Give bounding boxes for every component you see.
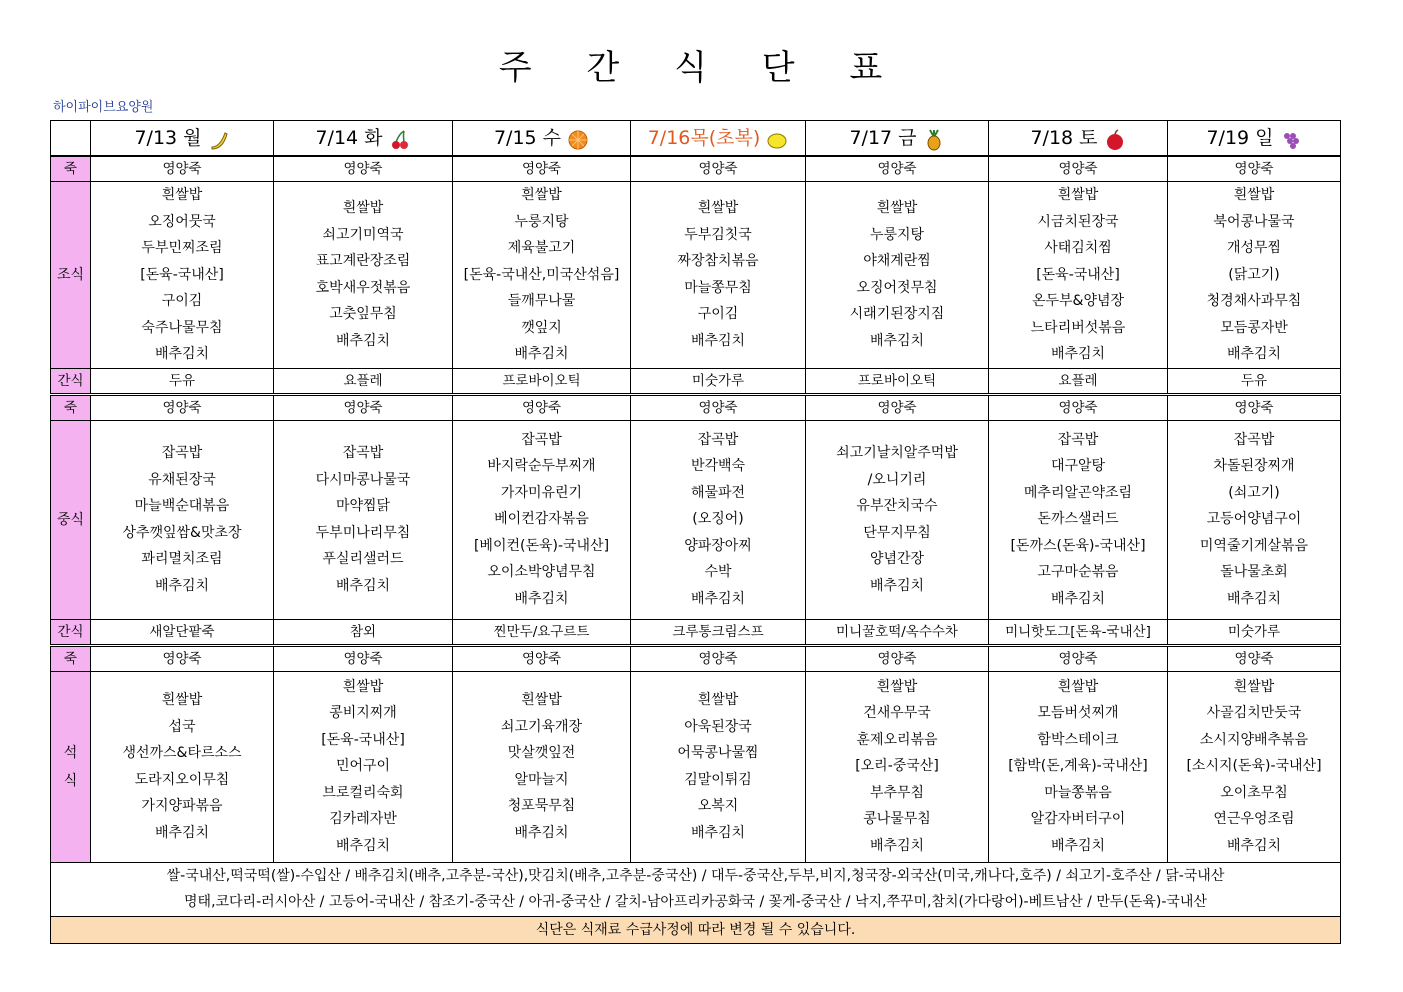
menu-item: 영양죽 bbox=[806, 645, 989, 671]
menu-item: 영양죽 bbox=[91, 645, 274, 671]
menu-item: 마약찜닭 bbox=[335, 498, 391, 514]
menu-item: 흰쌀밥 bbox=[1233, 187, 1275, 203]
menu-item: 시래기된장지짐 bbox=[849, 306, 945, 323]
day-menu-cell bbox=[989, 420, 1168, 619]
menu-item: 개성무찜 bbox=[1226, 240, 1282, 256]
menu-item: 영양죽 bbox=[989, 645, 1168, 671]
cherry-icon bbox=[389, 128, 411, 150]
menu-item: 북어콩나물국 bbox=[1213, 213, 1295, 230]
day-menu-cell bbox=[453, 182, 631, 369]
day-menu-cell bbox=[91, 182, 274, 369]
menu-item: 흰쌀밥 bbox=[876, 678, 918, 695]
menu-item: [돈육-국내산,미국산섞음] bbox=[463, 266, 620, 283]
day-menu-cell bbox=[1168, 420, 1341, 619]
menu-item: 영양죽 bbox=[631, 645, 806, 671]
meal-label-text: 조식 bbox=[56, 266, 85, 283]
menu-item: 오복지 bbox=[697, 798, 739, 814]
menu-item: 누룽지탕 bbox=[869, 226, 925, 243]
menu-item: 배추김치 bbox=[154, 577, 210, 594]
menu-item: 온두부&양념장 bbox=[1031, 293, 1125, 309]
menu-item: (쇠고기) bbox=[1228, 484, 1280, 501]
day-menu-cell bbox=[806, 182, 989, 369]
menu-item: 흰쌀밥 bbox=[161, 692, 203, 708]
menu-item: 마늘쫑볶음 bbox=[1044, 784, 1112, 801]
menu-item: 돈까스샐러드 bbox=[1037, 511, 1119, 528]
menu-item: 두부민찌조림 bbox=[141, 240, 223, 256]
day-label: 7/17 금 bbox=[849, 127, 917, 149]
day-menu-cell bbox=[631, 671, 806, 862]
day-menu-cell bbox=[274, 420, 453, 619]
menu-item: 잡곡밥 bbox=[697, 431, 739, 448]
menu-item: 누룽지탕 bbox=[514, 213, 569, 230]
menu-item: 알마늘지 bbox=[514, 771, 569, 788]
menu-item: 함박스테이크 bbox=[1037, 731, 1119, 748]
menu-item: (닭고기) bbox=[1228, 266, 1280, 283]
menu-item: 영양죽 bbox=[453, 156, 631, 182]
day-header bbox=[453, 121, 631, 157]
menu-item: 오징어젓무침 bbox=[856, 279, 938, 296]
menu-item: 숙주나물무침 bbox=[141, 319, 223, 336]
menu-item: 김말이튀김 bbox=[684, 771, 752, 788]
menu-item: 오이초무침 bbox=[1220, 784, 1288, 801]
menu-item: 배추김치 bbox=[154, 346, 210, 362]
menu-item: 반각백숙 bbox=[690, 458, 746, 475]
menu-item: 흰쌀밥 bbox=[1057, 187, 1099, 203]
menu-item: 영양죽 bbox=[631, 156, 806, 182]
menu-item: 배추김치 bbox=[1050, 346, 1106, 362]
menu-item: 단무지무침 bbox=[863, 524, 931, 541]
menu-item: 돌나물초회 bbox=[1220, 564, 1288, 581]
origin-line: 명태,코다리-러시아산 / 고등어-국내산 / 참조기-중국산 / 아귀-중국산 / 갈치-남아프리카공화국 / 꽃게-중국산 / 낙지,쭈꾸미,참치(가다랑어)-베트남산 / 만두(돈육)-국내산 bbox=[184, 894, 1207, 910]
day-menu-cell bbox=[631, 420, 806, 619]
menu-item: 흰쌀밥 bbox=[876, 200, 918, 217]
menu-item: 영양죽 bbox=[91, 394, 274, 420]
menu-item: 흰쌀밥 bbox=[342, 678, 384, 695]
menu-item: 유부잔치국수 bbox=[856, 498, 938, 514]
day-label: 7/18 토 bbox=[1030, 127, 1098, 149]
day-label: 7/15 수 bbox=[493, 127, 562, 149]
menu-item: 배추김치 bbox=[335, 332, 391, 349]
menu-item: 느타리버섯볶음 bbox=[1030, 319, 1126, 336]
menu-item: 프로바이오틱 bbox=[453, 368, 631, 394]
day-menu-cell bbox=[274, 671, 453, 862]
menu-item: 김카레자반 bbox=[329, 811, 397, 828]
menu-item: 꽈리멸치조림 bbox=[141, 551, 223, 567]
menu-item: 제육불고기 bbox=[507, 240, 576, 256]
orange-icon bbox=[567, 128, 589, 150]
menu-item: 영양죽 bbox=[91, 156, 274, 182]
menu-item: 콩비지찌개 bbox=[329, 705, 397, 722]
menu-item: 참외 bbox=[274, 619, 453, 645]
menu-item: 흰쌀밥 bbox=[1057, 678, 1099, 695]
menu-item: 배추김치 bbox=[1226, 346, 1282, 362]
menu-item: (오징어) bbox=[692, 511, 744, 528]
menu-item: 영양죽 bbox=[453, 394, 631, 420]
menu-item: 오이소박양념무침 bbox=[487, 564, 596, 581]
menu-item: 미니꿀호떡/옥수수차 bbox=[806, 619, 989, 645]
day-menu-cell bbox=[91, 671, 274, 862]
menu-item: 고구마순볶음 bbox=[1037, 564, 1119, 581]
menu-item: 구이김 bbox=[161, 293, 203, 309]
menu-item: 차돌된장찌개 bbox=[1213, 458, 1295, 475]
menu-item: 찐만두/요구르트 bbox=[453, 619, 631, 645]
menu-item: 도라지오이무침 bbox=[134, 771, 230, 788]
menu-item: 고춧잎무침 bbox=[329, 306, 397, 323]
grape-icon bbox=[1280, 128, 1302, 150]
menu-item: 배추김치 bbox=[514, 590, 569, 607]
menu-item: 대구알탕 bbox=[1050, 458, 1106, 475]
menu-item: 흰쌀밥 bbox=[161, 187, 203, 203]
day-header bbox=[806, 121, 989, 157]
meal-label-text: 석 bbox=[63, 744, 78, 761]
origin-info bbox=[51, 862, 1341, 916]
menu-item: 배추김치 bbox=[335, 837, 391, 854]
day-label: 7/19 일 bbox=[1206, 127, 1274, 149]
menu-item: 쇠고기날치알주먹밥 bbox=[836, 445, 958, 461]
menu-item: [돈육-국내산] bbox=[321, 731, 405, 748]
menu-item: 다시마콩나물국 bbox=[315, 471, 411, 488]
menu-item: 배추김치 bbox=[869, 332, 925, 349]
menu-item: 두부김칫국 bbox=[684, 226, 752, 243]
menu-item: 두유 bbox=[1168, 368, 1341, 394]
corner-cell bbox=[51, 121, 91, 157]
menu-item: 흰쌀밥 bbox=[697, 200, 739, 217]
day-menu-cell bbox=[631, 182, 806, 369]
menu-item: 메추리알곤약조림 bbox=[1023, 484, 1133, 501]
menu-item: /오니기리 bbox=[867, 471, 927, 488]
breakfast-label bbox=[51, 182, 91, 369]
menu-item: 바지락순두부찌개 bbox=[487, 458, 596, 475]
menu-item: 마늘쫑무침 bbox=[684, 279, 752, 296]
origin-line: 쌀-국내산,떡국떡(쌀)-수입산 / 배추김치(배추,고추분-국산),맛김치(배추,고추분-중국산) / 대두-중국산,두부,비지,청국장-외국산(미국,캐나다,호주) / 쇠고기-호주산 / 닭-국내산 bbox=[166, 867, 1225, 884]
menu-item: 구이김 bbox=[697, 306, 739, 323]
menu-item: 요플레 bbox=[989, 368, 1168, 394]
menu-item: 잡곡밥 bbox=[161, 445, 203, 461]
day-label: 7/16목(초복) bbox=[647, 127, 761, 149]
menu-item: 시금치된장국 bbox=[1037, 213, 1119, 230]
menu-item: 야채계란찜 bbox=[863, 253, 931, 270]
day-label: 7/13 월 bbox=[134, 127, 202, 149]
day-label: 7/14 화 bbox=[315, 127, 383, 149]
menu-item: 고등어양념구이 bbox=[1206, 511, 1302, 528]
menu-item: [돈까스(돈육)-국내산] bbox=[1010, 537, 1146, 554]
menu-item: 흰쌀밥 bbox=[521, 187, 562, 203]
menu-item: 알감자버터구이 bbox=[1030, 811, 1126, 828]
menu-item: 새알단팥죽 bbox=[91, 619, 274, 645]
menu-item: 잡곡밥 bbox=[1233, 431, 1275, 448]
menu-item: 연근우엉조림 bbox=[1213, 811, 1295, 828]
menu-item: 들깨무나물 bbox=[507, 293, 576, 309]
menu-item: 상추깻잎쌈&맛초장 bbox=[122, 524, 242, 541]
menu-item: 배추김치 bbox=[690, 590, 746, 607]
menu-item: 청포묵무침 bbox=[507, 798, 576, 814]
menu-item: [베이컨(돈육)-국내산] bbox=[473, 537, 610, 554]
page-title: 주 간 식 단 표 bbox=[498, 48, 905, 88]
menu-item: 영양죽 bbox=[274, 394, 453, 420]
menu-item: 쇠고기육개장 bbox=[500, 718, 583, 735]
menu-item: 영양죽 bbox=[806, 394, 989, 420]
day-menu-cell bbox=[806, 671, 989, 862]
porridge-label: 죽 bbox=[51, 394, 91, 420]
day-menu-cell bbox=[453, 420, 631, 619]
menu-item: 잡곡밥 bbox=[521, 431, 562, 448]
menu-item: 미숫가루 bbox=[631, 368, 806, 394]
lunch-label bbox=[51, 420, 91, 619]
menu-item: 푸실리샐러드 bbox=[322, 551, 404, 567]
menu-item: 배추김치 bbox=[1050, 837, 1106, 854]
menu-item: 훈제오리볶음 bbox=[856, 731, 938, 748]
menu-item: 흰쌀밥 bbox=[697, 692, 739, 708]
day-menu-cell bbox=[989, 182, 1168, 369]
menu-item: 아욱된장국 bbox=[684, 718, 752, 735]
meal-label-text: 식 bbox=[63, 772, 78, 789]
menu-item: 영양죽 bbox=[1168, 394, 1341, 420]
day-menu-cell bbox=[806, 420, 989, 619]
menu-item: 사골김치만둣국 bbox=[1206, 705, 1302, 722]
menu-item: 호박새우젓볶음 bbox=[315, 279, 411, 296]
day-menu-cell bbox=[1168, 671, 1341, 862]
menu-item: 영양죽 bbox=[631, 394, 806, 420]
menu-item: 소시지양배추볶음 bbox=[1199, 731, 1309, 748]
menu-item: 영양죽 bbox=[1168, 156, 1341, 182]
menu-item: 브로컬리숙회 bbox=[322, 784, 404, 801]
menu-item: 맛살깻잎전 bbox=[507, 745, 576, 761]
menu-item: [오리-중국산] bbox=[855, 758, 939, 775]
menu-item: 배추김치 bbox=[690, 332, 746, 349]
menu-item: 유채된장국 bbox=[148, 471, 216, 488]
menu-item: [소시지(돈육)-국내산] bbox=[1186, 758, 1322, 775]
menu-item: 영양죽 bbox=[989, 394, 1168, 420]
menu-item: 가지양파볶음 bbox=[141, 798, 223, 814]
day-menu-cell bbox=[274, 182, 453, 369]
menu-item: 민어구이 bbox=[335, 758, 391, 775]
day-header bbox=[91, 121, 274, 157]
menu-item: 생선까스&타르소스 bbox=[122, 745, 242, 761]
menu-item: 배추김치 bbox=[514, 346, 569, 362]
menu-item: 가자미유린기 bbox=[500, 484, 583, 501]
menu-item: 잡곡밥 bbox=[342, 445, 384, 461]
day-header bbox=[989, 121, 1168, 157]
menu-item: 크루통크림스프 bbox=[631, 619, 806, 645]
meal-label-text: 중식 bbox=[56, 511, 85, 528]
banana-icon bbox=[208, 128, 230, 150]
menu-item: 베이컨감자볶음 bbox=[494, 511, 589, 528]
menu-item: 배추김치 bbox=[1050, 590, 1106, 607]
menu-item: 잡곡밥 bbox=[1057, 431, 1099, 448]
menu-item: 수박 bbox=[704, 564, 732, 581]
menu-item: 해물파전 bbox=[690, 484, 746, 501]
day-menu-cell bbox=[989, 671, 1168, 862]
menu-item: 모듬버섯찌개 bbox=[1037, 705, 1119, 722]
facility-name: 하이파이브요양원 bbox=[53, 100, 154, 115]
menu-item: [돈육-국내산] bbox=[1036, 266, 1120, 283]
menu-item: [돈육-국내산] bbox=[140, 266, 224, 283]
dinner-label bbox=[51, 671, 91, 862]
menu-item: 오징어뭇국 bbox=[148, 213, 216, 230]
menu-item: 사태김치찜 bbox=[1044, 240, 1112, 256]
day-menu-cell bbox=[1168, 182, 1341, 369]
menu-item: 모듬콩자반 bbox=[1220, 319, 1288, 336]
day-header bbox=[631, 121, 806, 157]
menu-item: 미역줄기게살볶음 bbox=[1199, 537, 1309, 554]
menu-item: 흰쌀밥 bbox=[521, 692, 562, 708]
menu-item: 두부미나리무침 bbox=[315, 524, 411, 541]
menu-item: 요플레 bbox=[274, 368, 453, 394]
menu-item: 깻잎지 bbox=[521, 319, 562, 336]
menu-item: 배추김치 bbox=[1226, 590, 1282, 607]
menu-item: 흰쌀밥 bbox=[342, 200, 384, 217]
lemon-icon bbox=[766, 128, 788, 150]
menu-item: 영양죽 bbox=[1168, 645, 1341, 671]
menu-item: 영양죽 bbox=[806, 156, 989, 182]
menu-item: 영양죽 bbox=[453, 645, 631, 671]
menu-item: 표고계란장조림 bbox=[315, 253, 411, 270]
menu-item: 미숫가루 bbox=[1168, 619, 1341, 645]
menu-item: 섭국 bbox=[168, 718, 196, 735]
menu-item: 영양죽 bbox=[989, 156, 1168, 182]
menu-item: 배추김치 bbox=[869, 577, 925, 594]
menu-item: 어묵콩나물찜 bbox=[677, 745, 759, 761]
menu-item: 영양죽 bbox=[274, 645, 453, 671]
day-menu-cell bbox=[453, 671, 631, 862]
porridge-label: 죽 bbox=[51, 645, 91, 671]
snack-label: 간식 bbox=[51, 619, 91, 645]
menu-item: 두유 bbox=[91, 368, 274, 394]
menu-item: [함박(돈,계육)-국내산] bbox=[1008, 758, 1148, 775]
day-header bbox=[1168, 121, 1341, 157]
menu-item: 양념간장 bbox=[869, 551, 925, 567]
menu-item: 영양죽 bbox=[274, 156, 453, 182]
menu-item: 배추김치 bbox=[690, 824, 746, 841]
menu-item: 쇠고기미역국 bbox=[322, 226, 404, 243]
menu-item: 미니핫도그[돈육-국내산] bbox=[989, 619, 1168, 645]
menu-item: 배추김치 bbox=[514, 824, 569, 841]
menu-item: 배추김치 bbox=[869, 837, 925, 854]
pineapple-icon bbox=[923, 128, 945, 150]
day-header bbox=[274, 121, 453, 157]
menu-item: 양파장아찌 bbox=[684, 537, 752, 554]
menu-item: 청경채사과무침 bbox=[1206, 293, 1302, 309]
menu-item: 배추김치 bbox=[154, 824, 210, 841]
menu-item: 짜장참치볶음 bbox=[677, 253, 759, 270]
menu-item: 배추김치 bbox=[335, 577, 391, 594]
menu-item: 마늘백순대볶음 bbox=[134, 498, 230, 514]
porridge-label: 죽 bbox=[51, 156, 91, 182]
menu-item: 콩나물무침 bbox=[863, 811, 931, 828]
day-menu-cell bbox=[91, 420, 274, 619]
menu-item: 배추김치 bbox=[1226, 837, 1282, 854]
menu-item: 건새우무국 bbox=[863, 705, 931, 722]
notice-text: 식단은 식재료 수급사정에 따라 변경 될 수 있습니다. bbox=[51, 916, 1341, 944]
menu-item: 흰쌀밥 bbox=[1233, 678, 1275, 695]
weekly-menu-table bbox=[50, 120, 1341, 944]
menu-item: 부추무침 bbox=[869, 784, 925, 801]
snack-label: 간식 bbox=[51, 368, 91, 394]
menu-item: 프로바이오틱 bbox=[806, 368, 989, 394]
apple-icon bbox=[1104, 128, 1126, 150]
